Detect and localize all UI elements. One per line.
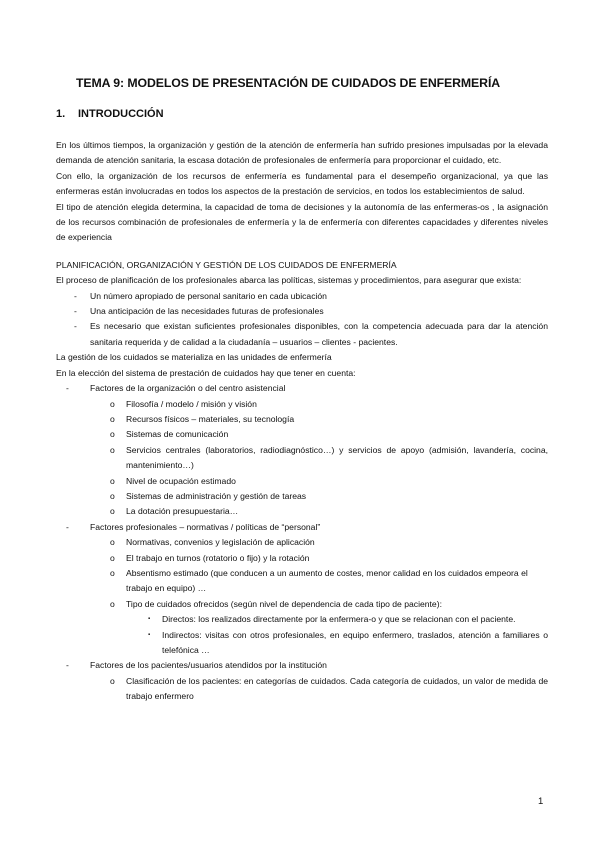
list-item: o Nivel de ocupación estimado [56, 474, 548, 489]
circle-bullet: o [110, 537, 115, 548]
circle-bullet: o [110, 598, 115, 609]
square-bullet: ▪ [148, 631, 151, 638]
list-item: - Una anticipación de las necesidades futuras de profesionales [56, 304, 548, 319]
intro-paragraph-2: Con ello, la organización de los recursos de enfermería es fundamental para el desempeño organizacional, ya que las enfermeras están involucradas en todos los aspectos de la prestación de servicios, en todos los establecimientos de salud. [56, 170, 548, 197]
list-item: o El trabajo en turnos (rotatorio o fijo) y la rotación [56, 551, 548, 566]
circle-bullet: o [110, 429, 115, 440]
dash-bullet: - [66, 660, 69, 671]
section-number: 1. [56, 108, 66, 120]
section-heading [56, 108, 164, 120]
list-item: o Absentismo estimado (que conducen a un aumento de costes, menor calidad en los cuidados empeora el trabajo en equipo) … [110, 567, 528, 594]
dash-bullet: - [74, 321, 77, 332]
circle-bullet: o [110, 413, 115, 424]
page-number: 1 [538, 796, 544, 807]
circle-bullet: o [110, 398, 115, 409]
list-item: o Filosofía / modelo / misión y visión [56, 397, 548, 412]
list-item: - Es necesario que existan suficientes profesionales disponibles, con la competencia adecuada para dar la atención sanitaria requerida y de calidad a la ciudadanía – usuarios – clientes - pacientes. [74, 321, 548, 347]
gestion-paragraph: La gestión de los cuidados se materializa en las unidades de enfermería [56, 352, 332, 363]
circle-bullet: o [110, 552, 115, 563]
circle-bullet: o [110, 490, 115, 501]
eleccion-paragraph: En la elección del sistema de prestación de cuidados hay que tener en cuenta: [56, 367, 356, 378]
dash-bullet: - [66, 383, 69, 394]
dash-bullet: - [74, 290, 77, 301]
list-item: o Normativas, convenios y legislación de aplicación [56, 535, 548, 550]
circle-bullet: o [110, 675, 115, 686]
factor-pacientes: - Factores de los pacientes/usuarios atendidos por la institución [56, 658, 548, 673]
list-item: o Sistemas de administración y gestión de tareas [56, 489, 548, 504]
list-item: o Clasificación de los pacientes: en categorías de cuidados. Cada categoría de cuidados, un valor de medida de trabajo enfermero [110, 675, 548, 702]
document-title: TEMA 9: MODELOS DE PRESENTACIÓN DE CUIDADOS DE ENFERMERÍA [76, 76, 501, 90]
intro-paragraph-3: El tipo de atención elegida determina, la capacidad de toma de decisiones y la autonomía de las enfermeras-os , la asignación de los recursos combinación de profesionales de enfermería y la de enfermería con diferentes capacidades y diferentes niveles de experiencia [56, 201, 548, 243]
circle-bullet: o [110, 444, 115, 455]
planning-paragraph: El proceso de planificación de los profesionales abarca las políticas, sistemas y procedimientos, para asegurar que exista: [56, 275, 522, 286]
circle-bullet: o [110, 567, 115, 578]
section-title: INTRODUCCIÓN [78, 108, 164, 120]
list-item: o Recursos físicos – materiales, su tecnología [56, 412, 548, 427]
list-item: o Sistemas de comunicación [56, 427, 548, 442]
factor-organizacion: - Factores de la organización o del centro asistencial [56, 381, 548, 396]
dash-bullet: - [66, 521, 69, 532]
list-item: o Tipo de cuidados ofrecidos (según nivel de dependencia de cada tipo de paciente): [56, 597, 548, 612]
document-body [56, 138, 548, 705]
list-item: ▪ Directos: los realizados directamente por la enfermera-o y que se relacionan con el paciente. [56, 612, 548, 627]
list-item: ▪ Indirectos: visitas con otros profesionales, en equipo enfermero, traslados, atención a familiares o telefónica … [148, 629, 548, 655]
dash-bullet: - [74, 306, 77, 317]
factor-profesionales: - Factores profesionales – normativas / políticas de “personal” [56, 520, 548, 535]
planning-list [56, 289, 548, 351]
list-item: - Un número apropiado de personal sanitario en cada ubicación [56, 289, 548, 304]
circle-bullet: o [110, 475, 115, 486]
list-item: o Servicios centrales (laboratorios, radiodiagnóstico…) y servicios de apoyo (admisión, lavandería, cocina, mantenimiento…) [110, 444, 548, 471]
square-bullet: ▪ [148, 616, 151, 623]
intro-paragraph-1: En los últimos tiempos, la organización y gestión de la atención de enfermería han sufrido presiones impulsadas por la elevada demanda de atención sanitaria, la escasa dotación de profesionales de enfermería para proporcionar el cuidado, etc. [56, 140, 548, 166]
circle-bullet: o [110, 506, 115, 517]
subheading-planificacion: PLANIFICACIÓN, ORGANIZACIÓN Y GESTIÓN DE LOS CUIDADOS DE ENFERMERÍA [56, 259, 397, 270]
list-item: o La dotación presupuestaria… [56, 504, 548, 519]
factors-list [56, 381, 548, 705]
